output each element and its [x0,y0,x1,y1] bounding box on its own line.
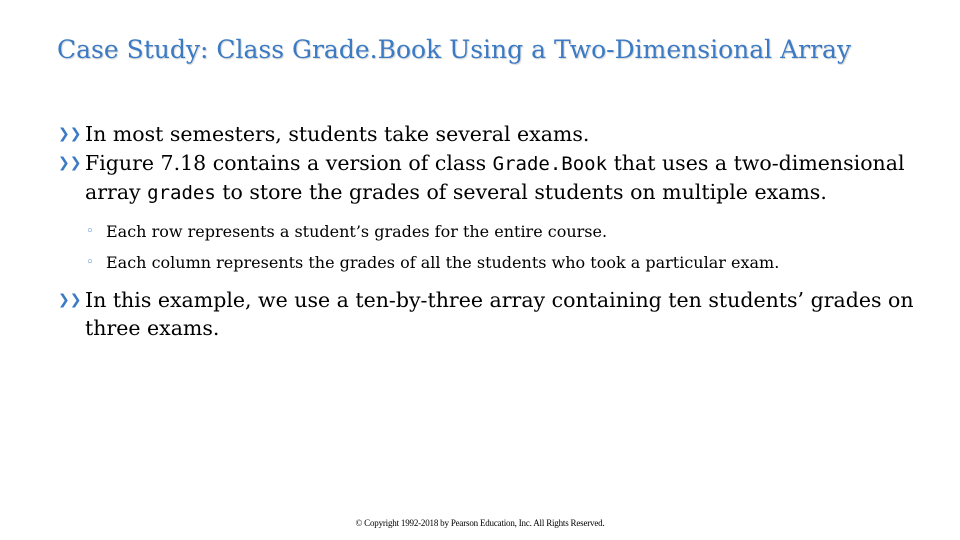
slide-title: Case Study: Class Grade.Book Using a Two-Dimensional Array [57,35,852,64]
bullet-text: Figure 7.18 contains a version of class [85,150,493,175]
sub-bullet-list [86,216,928,278]
double-chevron-right-icon: ❯❯ [58,154,82,171]
bullet-text: In this example, we use a ten-by-three array containing ten students’ grades on three exams. [85,287,914,340]
hollow-circle-bullet-icon: ◦ [86,254,94,270]
double-chevron-right-icon: ❯❯ [58,126,82,142]
code-class-name: Grade.Book [492,152,608,175]
hollow-circle-bullet-icon: ◦ [86,223,94,239]
bullet-item [58,286,928,343]
bullet-text: In most semesters, students take several exams. [85,122,590,146]
double-chevron-right-icon: ❯❯ [58,291,82,308]
sub-bullet-item [86,216,928,247]
bullet-text: that uses a two-dimensional array [85,150,905,204]
slide-body [58,120,928,343]
bullet-item [58,120,928,149]
sub-bullet-item [86,247,928,278]
bullet-item [58,149,928,208]
sub-bullet-text: Each column represents the grades of all the students who took a particular exam. [106,252,780,272]
sub-bullet-text: Each row represents a student’s grades for the entire course. [106,221,608,241]
code-array-name: grades [147,182,216,204]
bullet-text: to store the grades of several students on multiple exams. [215,180,827,204]
copyright-footer: © Copyright 1992-2018 by Pearson Education, Inc. All Rights Reserved. [355,518,605,528]
